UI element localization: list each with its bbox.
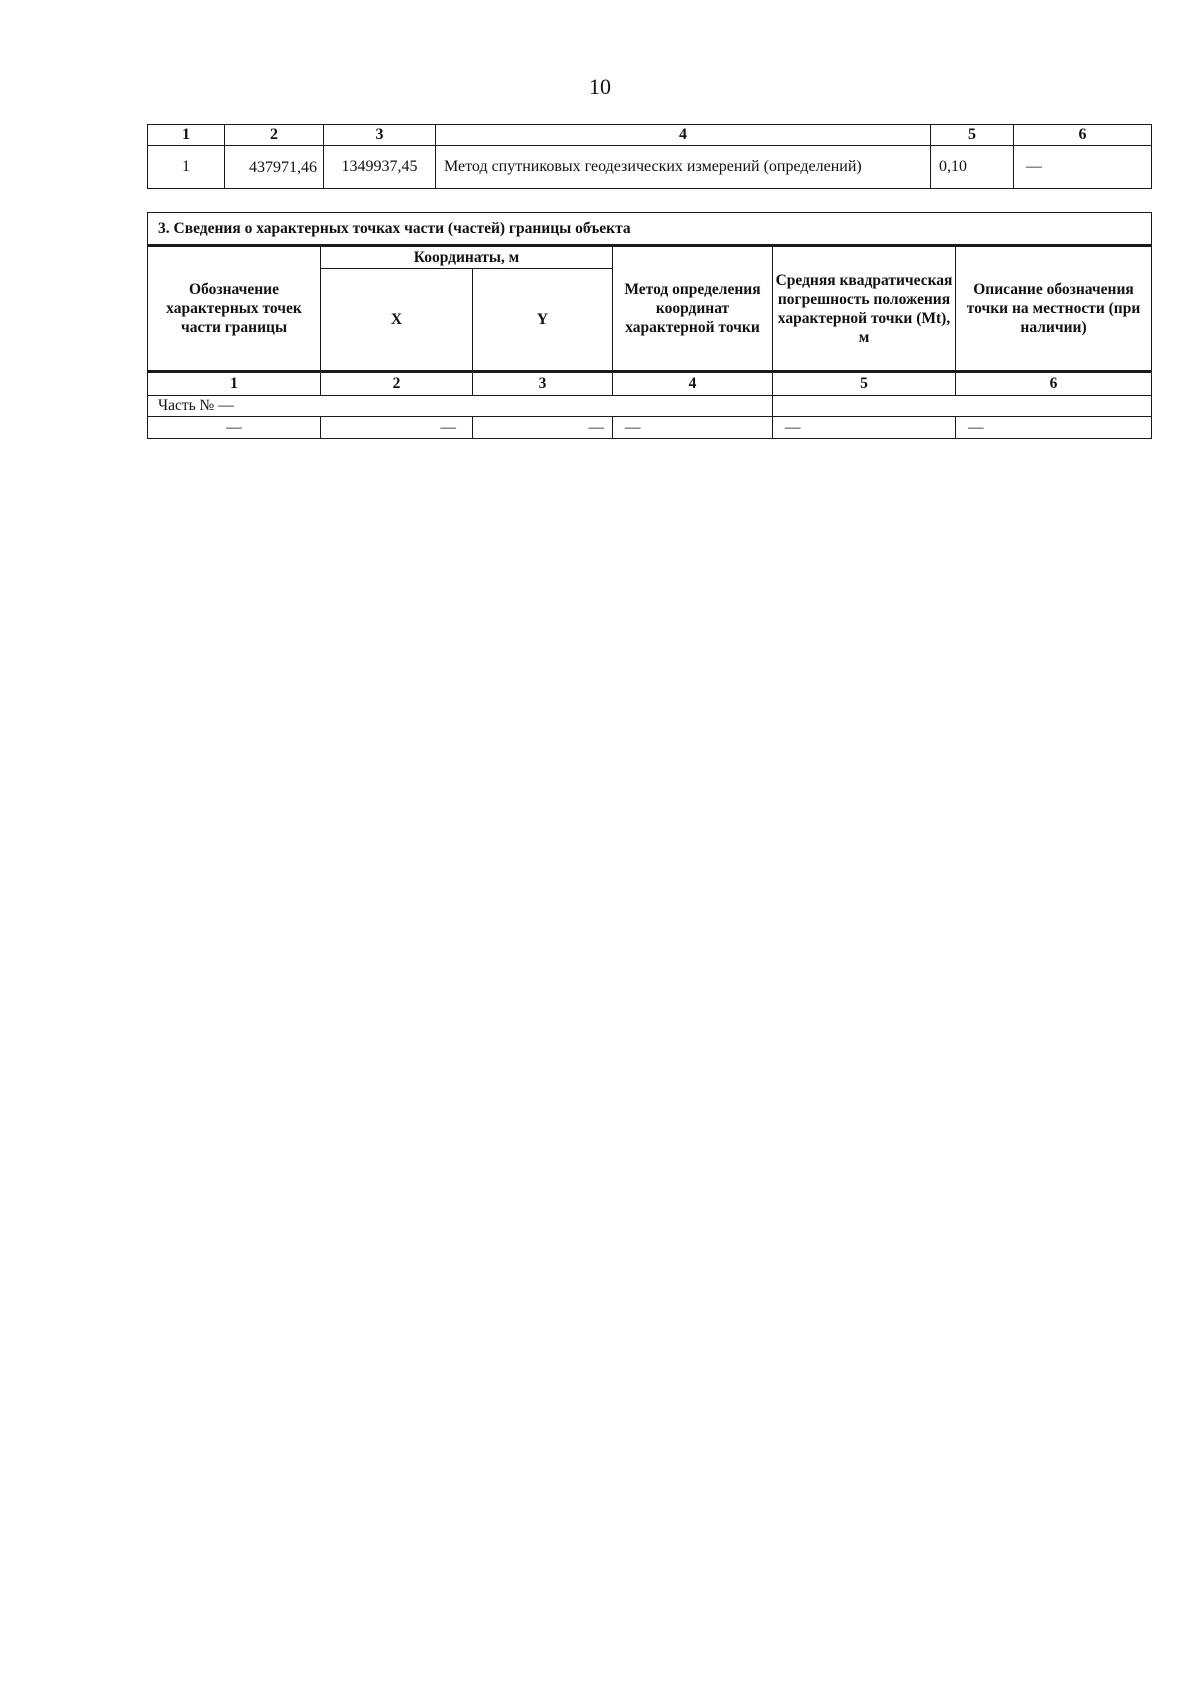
header-error: Средняя квадратическая погрешность положения характерной точки (Mt), м	[773, 246, 956, 372]
y-coordinate: 1349937,45	[324, 146, 436, 189]
column-number: 6	[1014, 125, 1152, 146]
table-header-row	[148, 125, 1152, 146]
coordinates-table	[147, 124, 1152, 189]
header-y: Y	[473, 269, 613, 372]
header-coordinates: Координаты, м	[321, 246, 613, 269]
description-cell: —	[1014, 146, 1152, 189]
header-method: Метод определения координат характерной точки	[613, 246, 773, 372]
dash-cell: —	[956, 417, 1152, 439]
part-label: Часть № —	[148, 396, 773, 417]
column-number-row	[148, 372, 1152, 396]
error-cell: 0,10	[931, 146, 1014, 189]
column-number: 5	[931, 125, 1014, 146]
column-number: 3	[324, 125, 436, 146]
method-cell: Метод спутниковых геодезических измерений (определений)	[436, 146, 931, 189]
column-number: 1	[148, 372, 321, 396]
column-number: 4	[436, 125, 931, 146]
header-description: Описание обозначения точки на местности (при наличии)	[956, 246, 1152, 372]
table-row	[148, 417, 1152, 439]
header-point-designation: Обозначение характерных точек части границы	[148, 246, 321, 372]
section3-table	[147, 212, 1152, 439]
dash-cell: —	[613, 417, 773, 439]
page-number: 10	[589, 74, 611, 99]
dash-cell: —	[148, 417, 321, 439]
x-coordinate: 437971,46	[225, 146, 324, 189]
section-title: 3. Сведения о характерных точках части (частей) границы объекта	[148, 213, 1152, 246]
header-x: X	[321, 269, 473, 372]
column-number: 4	[613, 372, 773, 396]
dash-cell: —	[321, 417, 473, 439]
part-row	[148, 396, 1152, 417]
column-number: 1	[148, 125, 225, 146]
column-number: 2	[225, 125, 324, 146]
column-number: 5	[773, 372, 956, 396]
dash-cell: —	[473, 417, 613, 439]
part-empty-cell	[773, 396, 1152, 417]
table-row	[148, 146, 1152, 189]
dash-cell: —	[773, 417, 956, 439]
point-id: 1	[148, 146, 225, 189]
column-number: 2	[321, 372, 473, 396]
column-number: 3	[473, 372, 613, 396]
column-number: 6	[956, 372, 1152, 396]
